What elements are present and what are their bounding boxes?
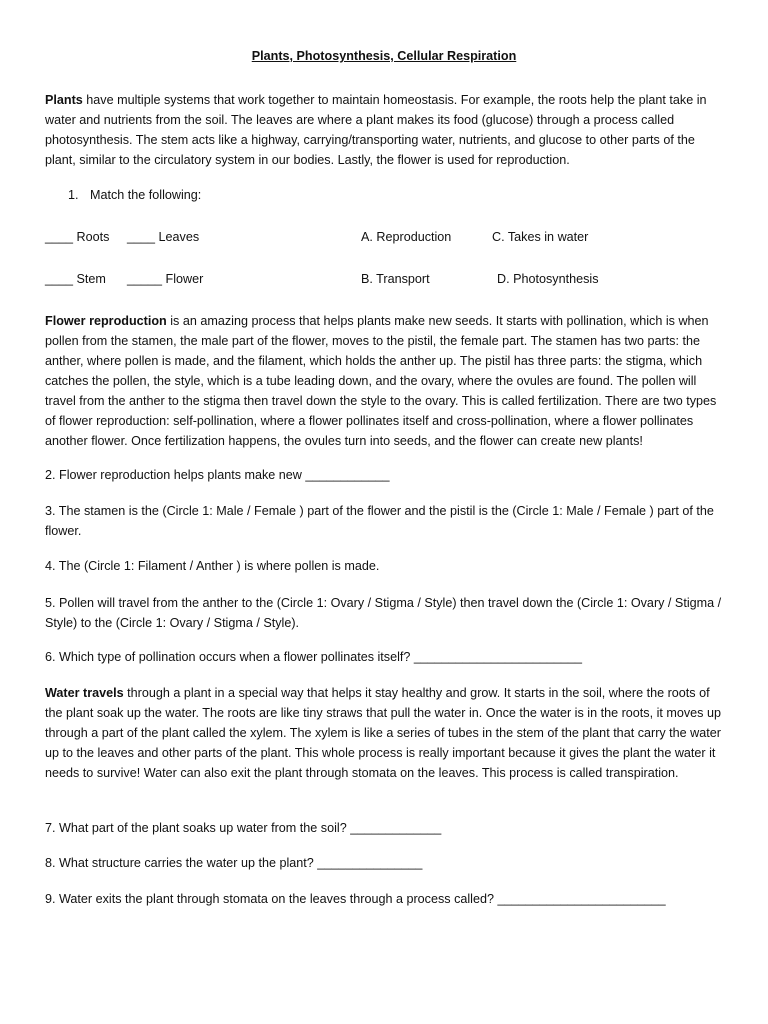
question-5: 5. Pollen will travel from the anther to the (Circle 1: Ovary / Stigma / Style) then travel down the (Circle 1: Ovary / Stigma / Style) to the (Circle 1: Ovary / Stigma / Style). — [45, 596, 722, 630]
match-flower: _____ Flower — [127, 272, 204, 286]
question-7: 7. What part of the plant soaks up water from the soil? _____________ — [45, 821, 442, 835]
question-1-number: 1. — [68, 188, 79, 202]
match-stem: ____ Stem — [45, 272, 106, 286]
intro-paragraph — [45, 90, 723, 170]
flower-paragraph — [45, 311, 723, 451]
option-a: A. Reproduction — [361, 230, 452, 244]
question-1 — [68, 186, 201, 204]
question-1-prompt: Match the following: — [90, 188, 202, 202]
question-8: 8. What structure carries the water up the plant? _______________ — [45, 856, 423, 870]
match-leaves: ____ Leaves — [127, 230, 200, 244]
water-paragraph — [45, 683, 723, 783]
page-title: Plants, Photosynthesis, Cellular Respiration — [251, 49, 517, 63]
intro-text: have multiple systems that work together to maintain homeostasis. For example, the roots help the plant take in water and nutrients from the soil. The leaves are where a plant makes its food (glucose) through a process called photosynthesis. The stem acts like a highway, carrying/transporting water, nutrients, and glucose to other parts of the plant, similar to the circulatory system in our bodies. Lastly, the flower is used for reproduction. — [45, 93, 707, 167]
option-c: C. Takes in water — [492, 230, 589, 244]
option-d: D. Photosynthesis — [497, 272, 599, 286]
question-4: 4. The (Circle 1: Filament / Anther ) is where pollen is made. — [45, 559, 380, 573]
water-bold: Water travels — [45, 686, 124, 700]
question-3: 3. The stamen is the (Circle 1: Male / Female ) part of the flower and the pistil is the (Circle 1: Male / Female ) part of the flower. — [45, 504, 714, 538]
flower-text: is an amazing process that helps plants make new seeds. It starts with pollination, which is when pollen from the stamen, the male part of the flower, moves to the pistil, the female part. The stamen has two parts: the anther, where pollen is made, and the filament, which holds the anther up. The pistil has three parts: the stigma, which catches the pollen, the style, which is a tube leading down, and the ovary, where the ovules are found. The pollen will travel from the anther to the stigma then travel down the style to the ovary. This is called fertilization. There are two types of flower reproduction: self-pollination, where a flower pollinates itself and cross-pollination, where a flower pollinates another flower. Once fertilization happens, the ovules turn into seeds, and the flower can create new plants! — [45, 314, 717, 448]
match-roots: ____ Roots — [45, 230, 110, 244]
flower-bold: Flower reproduction — [45, 314, 167, 328]
option-b: B. Transport — [361, 272, 430, 286]
question-9: 9. Water exits the plant through stomata on the leaves through a process called? ________________________ — [45, 892, 666, 906]
question-2: 2. Flower reproduction helps plants make new ____________ — [45, 468, 390, 482]
question-6: 6. Which type of pollination occurs when a flower pollinates itself? ________________________ — [45, 650, 583, 664]
water-text: through a plant in a special way that helps it stay healthy and grow. It starts in the soil, where the roots of the plant soak up the water. The roots are like tiny straws that pull the water in. Once the water is in the roots, it moves up through a part of the plant called the xylem. The xylem is like a series of tubes in the stem of the plant that carry the water up to the leaves and other parts of the plant. This whole process is really important because it gives the plant the water it needs to survive! Water can also exit the plant through stomata on the leaves. This process is called transpiration. — [45, 686, 721, 780]
intro-bold: Plants — [45, 93, 83, 107]
